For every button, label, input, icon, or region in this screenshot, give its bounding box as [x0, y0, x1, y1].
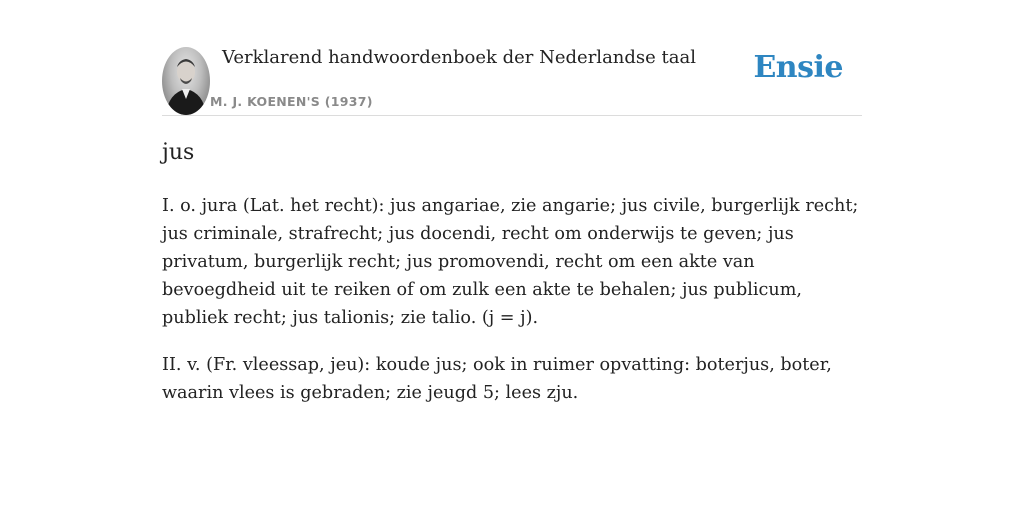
dictionary-author: M. J. KOENEN'S (1937) — [210, 94, 373, 109]
author-portrait-icon — [162, 47, 210, 115]
dictionary-header — [162, 44, 862, 116]
definition-paragraph: I. o. jura (Lat. het recht): jus angariae, zie angarie; jus civile, burgerlijk recht; jus criminale, strafrecht; jus docendi, recht om onderwijs te geven; jus privatum, burgerlijk recht; jus promovendi, recht om een akte van bevoegdheid uit te reiken of om zulk een akte te behalen; jus publicum, publiek recht; jus talionis; zie talio. (j = j). — [162, 196, 859, 328]
ensie-logo-link[interactable]: Ensie — [753, 50, 843, 85]
dictionary-title: Verklarend handwoordenboek der Nederlandse taal — [222, 47, 696, 68]
definition-paragraph: II. v. (Fr. vleessap, jeu): koude jus; ook in ruimer opvatting: boterjus, boter, waarin vlees is gebraden; zie jeugd 5; lees zju. — [162, 355, 832, 403]
entry-headword: jus — [162, 140, 195, 165]
